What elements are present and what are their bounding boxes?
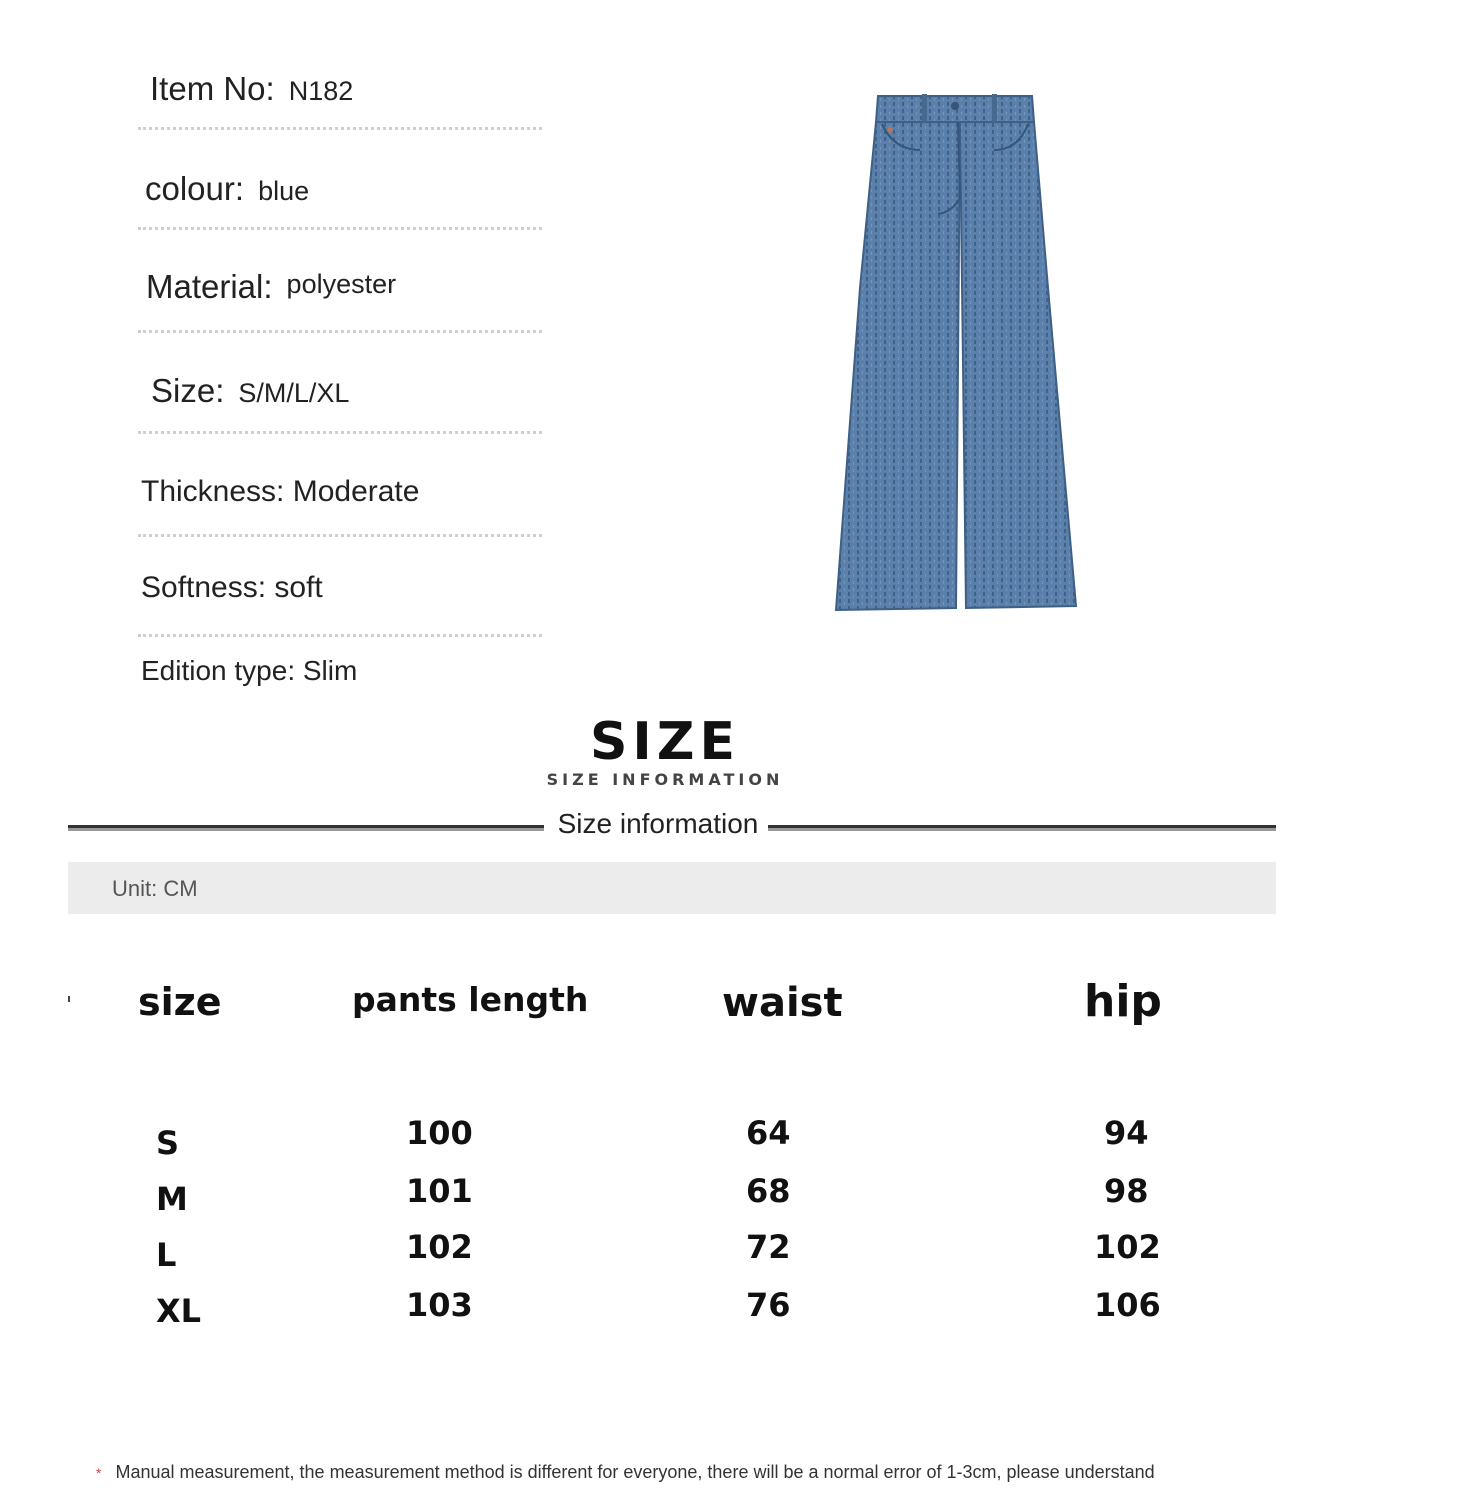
jeans-product-image	[820, 88, 1100, 628]
table-header-hip: hip	[1084, 976, 1162, 1027]
dotted-divider	[138, 330, 542, 333]
table-cell-waist: 76	[746, 1286, 791, 1324]
dotted-divider	[138, 634, 542, 637]
table-cell-size: M	[156, 1180, 188, 1218]
note-text: Manual measurement, the measurement method is different for everyone, there will be a normal error of 1-3cm, please understand	[115, 1462, 1155, 1482]
spec-label: Item No:	[150, 70, 275, 107]
table-cell-hip: 102	[1094, 1228, 1161, 1266]
dotted-divider	[138, 431, 542, 434]
table-cell-waist: 72	[746, 1228, 791, 1266]
measurement-note	[96, 1462, 1155, 1483]
note-marker: *	[96, 1465, 102, 1481]
spec-value: blue	[258, 176, 310, 206]
table-cell-size: XL	[156, 1292, 202, 1330]
spec-edition-type	[138, 655, 542, 687]
table-header-waist: waist	[722, 980, 843, 1026]
divider-line-left	[68, 825, 544, 831]
spec-value: S/M/L/XL	[238, 378, 350, 408]
spec-value: polyester	[286, 269, 397, 299]
table-cell-size: L	[156, 1236, 177, 1274]
table-cell-waist: 64	[746, 1114, 791, 1152]
table-cell-pants-length: 100	[406, 1114, 473, 1152]
table-cell-pants-length: 103	[406, 1286, 473, 1324]
unit-label: Unit: CM	[112, 876, 198, 901]
table-cell-hip: 98	[1104, 1172, 1149, 1210]
unit-band	[68, 862, 1276, 914]
spec-label: colour:	[145, 170, 245, 207]
spec-thickness	[138, 475, 542, 509]
dotted-divider	[138, 534, 542, 537]
table-cell-waist: 68	[746, 1172, 791, 1210]
spec-value: N182	[288, 76, 354, 106]
spec-colour	[138, 170, 542, 208]
dotted-divider	[138, 227, 542, 230]
spec-size	[138, 372, 542, 410]
table-cell-hip: 106	[1094, 1286, 1161, 1324]
divider-line-right	[768, 825, 1276, 831]
table-cell-pants-length: 101	[406, 1172, 473, 1210]
spec-item-no	[138, 70, 542, 108]
spec-label: Material:	[146, 268, 273, 305]
spec-material	[138, 268, 542, 306]
table-cell-pants-length: 102	[406, 1228, 473, 1266]
table-cell-hip: 94	[1104, 1114, 1149, 1152]
size-subheading: SIZE INFORMATION	[546, 770, 784, 789]
size-information-title: Size information	[548, 808, 768, 840]
size-heading: SIZE	[589, 712, 741, 772]
table-tick-mark	[68, 996, 70, 1002]
spec-softness	[138, 571, 542, 605]
table-header-size: size	[138, 980, 222, 1024]
dotted-divider	[138, 127, 542, 130]
spec-label: Thickness: Moderate	[141, 475, 420, 508]
spec-label: Size:	[151, 372, 225, 409]
table-cell-size: S	[156, 1124, 180, 1162]
table-header-pants-length: pants length	[352, 980, 589, 1019]
spec-label: Softness: soft	[141, 571, 323, 604]
spec-label: Edition type: Slim	[141, 655, 358, 686]
